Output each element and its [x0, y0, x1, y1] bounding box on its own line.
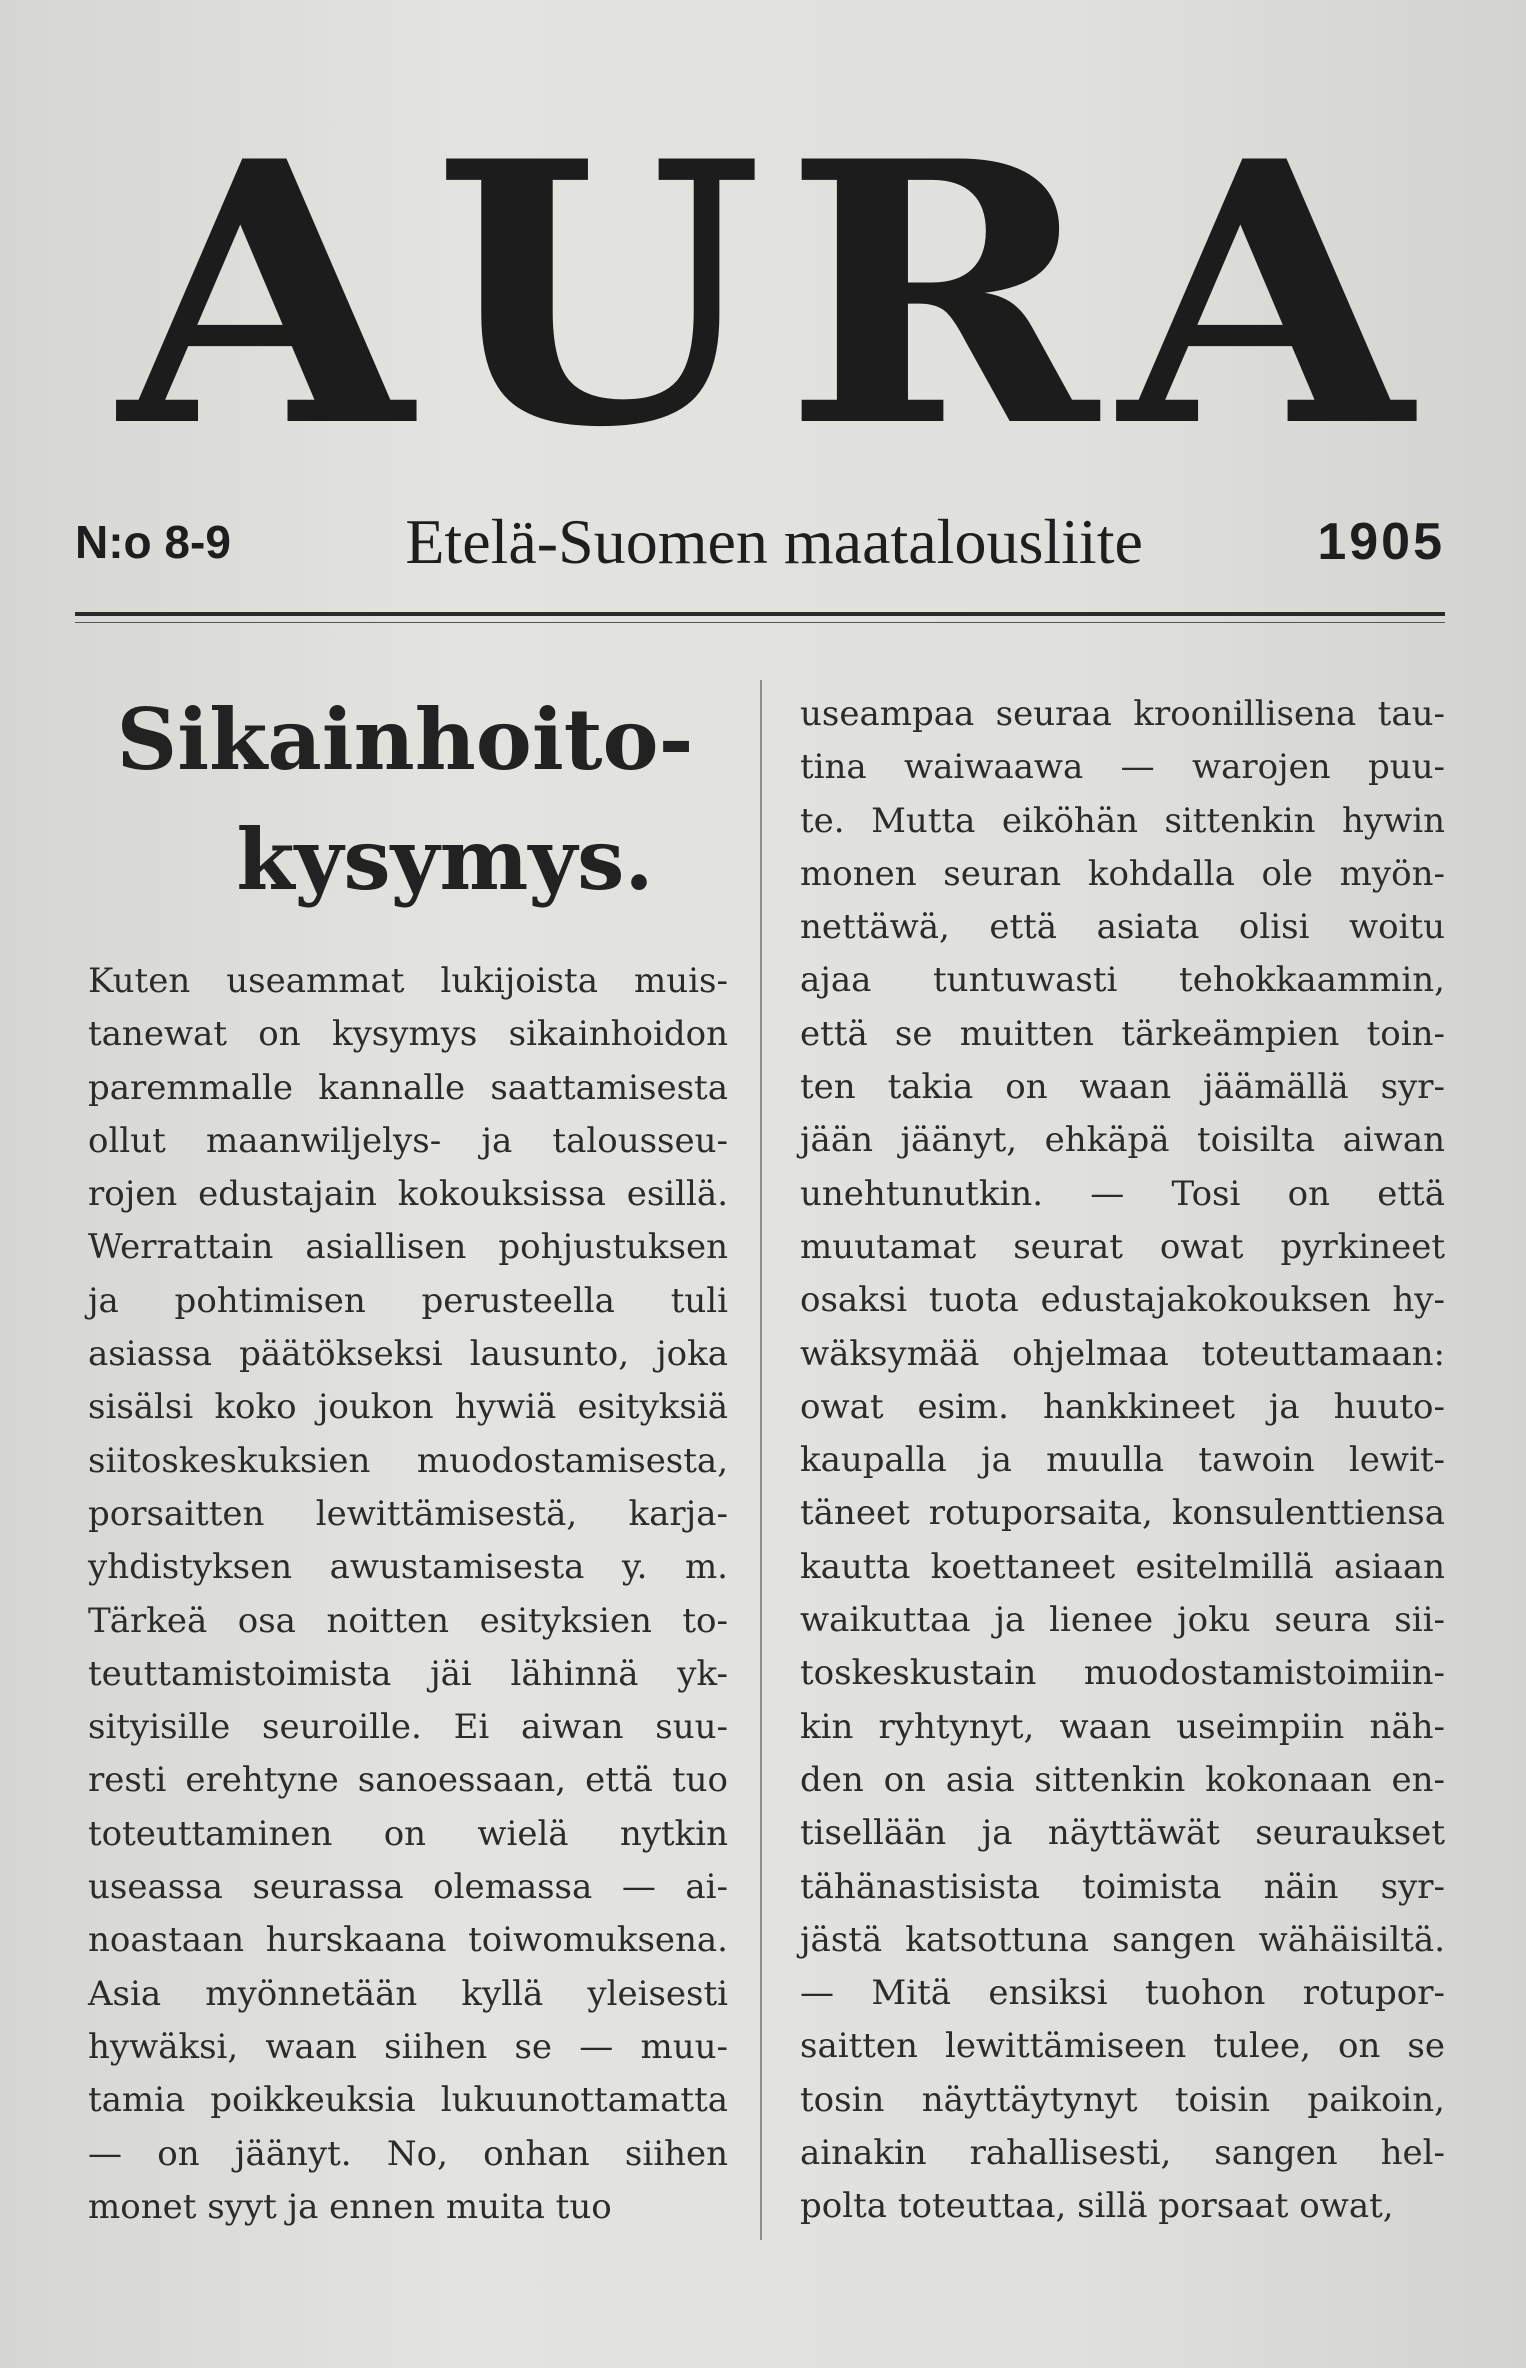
text-line: useassa seurassa olemassa — ai-: [88, 1867, 728, 1908]
article-column-right: [800, 688, 1445, 2234]
supplement-name: Etelä-Suomen maatalousliite: [405, 506, 1143, 577]
masthead-title: AURA: [119, 83, 1434, 506]
text-line: että se muitten tärkeämpien toin-: [800, 1013, 1445, 1054]
text-line: jästä katsottuna sangen wähäisiltä.: [800, 1919, 1445, 1960]
text-line: ten takia on waan jäämällä syr-: [800, 1067, 1445, 1108]
column-divider: [760, 680, 762, 2240]
text-line: waikuttaa ja lienee joku seura sii-: [800, 1600, 1445, 1641]
text-line: wäksymää ohjelmaa toteuttamaan:: [800, 1333, 1445, 1374]
text-line: Kuten useammat lukijoista muis-: [88, 961, 728, 1001]
text-line: ollut maanwiljelys- ja talousseu-: [88, 1120, 728, 1161]
text-line: teuttamistoimista jäi lähinnä yk-: [88, 1653, 728, 1694]
text-line: — on jäänyt. No, onhan siihen: [88, 2133, 728, 2174]
text-line: tosin näyttäytynyt toisin paikoin,: [800, 2079, 1445, 2120]
text-line: monen seuran kohdalla ole myön-: [800, 853, 1445, 894]
text-line: den on asia sittenkin kokonaan en-: [800, 1759, 1445, 1800]
text-line: hywäksi, waan siihen se — muu-: [88, 2026, 728, 2067]
text-line: kautta koettaneet esitelmillä asiaan: [800, 1546, 1445, 1587]
article-column-left: [88, 955, 728, 2234]
text-line: toteuttaminen on wielä nytkin: [88, 1813, 728, 1854]
text-line: sisälsi koko joukon hywiä esityksiä: [88, 1387, 728, 1428]
text-line: unehtunutkin. — Tosi on että: [800, 1173, 1445, 1214]
text-line: Tärkeä osa noitten esityksien to-: [88, 1600, 728, 1641]
text-line: täneet rotuporsaita, konsulenttiensa: [800, 1493, 1445, 1534]
text-line: muutamat seurat owat pyrkineet: [800, 1226, 1445, 1267]
text-line: osaksi tuota edustajakokouksen hy-: [800, 1280, 1445, 1321]
text-line: rojen edustajain kokouksissa esillä.: [88, 1174, 728, 1215]
text-line: Asia myönnetään kyllä yleisesti: [88, 1973, 728, 2014]
text-line: nettäwä, että asiata olisi woitu: [800, 907, 1445, 948]
text-line: noastaan hurskaana toiwomuksena.: [88, 1920, 728, 1961]
text-line: saitten lewittämiseen tulee, on se: [800, 2026, 1445, 2067]
text-line: useampaa seuraa kroonillisena tau-: [800, 694, 1445, 734]
text-line: kin ryhtynyt, waan useimpiin näh-: [800, 1706, 1445, 1747]
text-line: tähänastisista toimista näin syr-: [800, 1866, 1445, 1907]
text-line: owat esim. hankkineet ja huuto-: [800, 1386, 1445, 1427]
text-line: tamia poikkeuksia lukuunottamatta: [88, 2080, 728, 2121]
text-line: tanewat on kysymys sikainhoidon: [88, 1014, 728, 1055]
text-line: Werrattain asiallisen pohjustuksen: [88, 1227, 728, 1268]
text-line: resti erehtyne sanoessaan, että tuo: [88, 1760, 728, 1801]
header-rule-thin: [75, 622, 1445, 623]
text-line: siitoskeskuksien muodostamisesta,: [88, 1440, 728, 1481]
text-line: sityisille seuroille. Ei aiwan suu-: [88, 1707, 728, 1748]
header-rule: [75, 612, 1445, 616]
text-line: — Mitä ensiksi tuohon rotupor-: [800, 1973, 1445, 2014]
text-line: kaupalla ja muulla tawoin lewit-: [800, 1440, 1445, 1481]
text-line: tisellään ja näyttäwät seuraukset: [800, 1813, 1445, 1854]
article-heading-line2: kysymys.: [236, 810, 654, 909]
text-line: ainakin rahallisesti, sangen hel-: [800, 2133, 1445, 2174]
text-line: jään jäänyt, ehkäpä toisilta aiwan: [800, 1120, 1445, 1161]
text-line: yhdistyksen awustamisesta y. m.: [88, 1547, 728, 1588]
text-line: polta toteuttaa, sillä porsaat owat,: [800, 2186, 1394, 2227]
year: 1905: [1317, 513, 1445, 571]
text-line: paremmalle kannalle saattamisesta: [88, 1067, 728, 1108]
text-line: asiassa päätökseksi lausunto, joka: [88, 1334, 728, 1375]
text-line: monet syyt ja ennen muita tuo: [88, 2186, 612, 2227]
text-line: ajaa tuntuwasti tehokkaammin,: [800, 960, 1445, 1001]
subheader: [75, 502, 1445, 582]
text-line: te. Mutta eiköhän sittenkin hywin: [800, 800, 1445, 841]
text-line: tina waiwaawa — warojen puu-: [800, 747, 1445, 788]
text-line: ja pohtimisen perusteella tuli: [88, 1280, 728, 1321]
text-line: toskeskustain muodostamistoimiin-: [800, 1653, 1445, 1694]
text-line: porsaitten lewittämisestä, karja-: [88, 1493, 728, 1534]
article-heading-line1: Sikainhoito-: [116, 690, 694, 789]
issue-number: N:o 8-9: [75, 516, 231, 568]
